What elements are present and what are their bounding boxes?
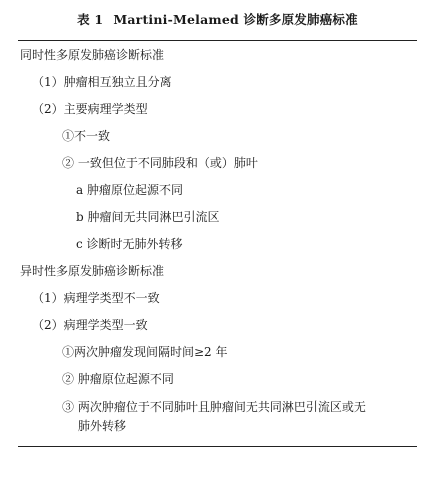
bottom-rule <box>18 446 417 447</box>
criterion-item: （2）病理学类型一致 <box>32 318 148 332</box>
section-heading-metachronous: 异时性多原发肺癌诊断标准 <box>20 264 165 278</box>
criterion-item: （1）病理学类型不一致 <box>32 291 160 305</box>
sub-criterion-item: ② 肿瘤原位起源不同 <box>62 372 174 386</box>
table-caption <box>18 0 417 40</box>
sub-criterion-item: ①不一致 <box>62 129 111 143</box>
criterion-item: （2）主要病理学类型 <box>32 102 148 116</box>
sub-criterion-item: ② 一致但位于不同肺段和（或）肺叶 <box>62 156 258 170</box>
detail-item: c 诊断时无肺外转移 <box>76 237 183 251</box>
detail-item: a 肿瘤原位起源不同 <box>76 183 183 197</box>
criteria-table <box>18 0 417 447</box>
table-title: Martini-Melamed 诊断多原发肺癌标准 <box>113 12 358 27</box>
detail-item: b 肿瘤间无共同淋巴引流区 <box>76 210 220 224</box>
criterion-item: （1）肿瘤相互独立且分离 <box>32 75 172 89</box>
table-number: 表 1 <box>77 12 104 27</box>
sub-criterion-text: ③ 两次肿瘤位于不同肺叶且肿瘤间无共同淋巴引流区或无 <box>62 400 366 414</box>
section-heading-synchronous: 同时性多原发肺癌诊断标准 <box>20 48 165 62</box>
table-body <box>18 41 417 436</box>
sub-criterion-continuation: 肺外转移 <box>78 419 127 433</box>
sub-criterion-item-wrapped <box>18 398 408 436</box>
sub-criterion-item: ①两次肿瘤发现间隔时间≥2 年 <box>62 345 228 359</box>
